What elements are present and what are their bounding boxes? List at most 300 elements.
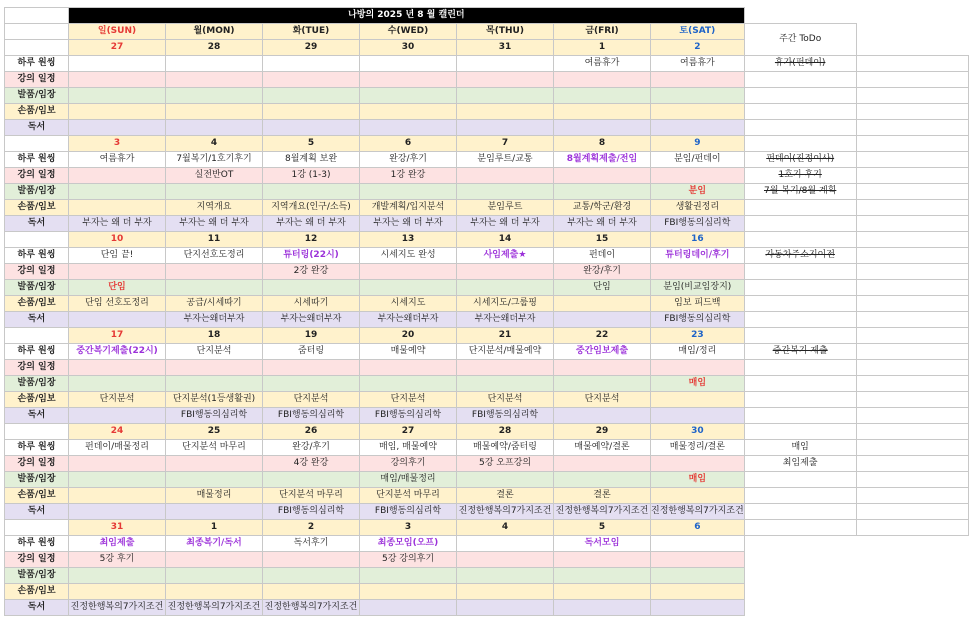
schedule-cell[interactable]: 매물예약/결론: [554, 440, 651, 456]
weekly-todo-item[interactable]: [744, 72, 856, 88]
schedule-cell[interactable]: [651, 168, 745, 184]
schedule-cell[interactable]: 부자는왜더부자: [457, 312, 554, 328]
schedule-cell[interactable]: [166, 104, 263, 120]
date-cell[interactable]: 30: [360, 40, 457, 56]
weekly-todo-extra[interactable]: [856, 120, 968, 136]
date-cell[interactable]: 16: [651, 232, 745, 248]
date-cell[interactable]: 14: [457, 232, 554, 248]
weekly-todo-item[interactable]: [744, 104, 856, 120]
date-cell[interactable]: 2: [263, 520, 360, 536]
schedule-cell[interactable]: 부자는 왜 더 부자: [554, 216, 651, 232]
weekly-todo-extra[interactable]: [856, 200, 968, 216]
schedule-cell[interactable]: [69, 72, 166, 88]
schedule-cell[interactable]: FBI행동의심리학: [263, 408, 360, 424]
schedule-cell[interactable]: [69, 88, 166, 104]
schedule-cell[interactable]: [457, 552, 554, 568]
schedule-cell[interactable]: [554, 72, 651, 88]
schedule-cell[interactable]: 5강 오프강의: [457, 456, 554, 472]
schedule-cell[interactable]: [554, 456, 651, 472]
schedule-cell[interactable]: 독서후기: [263, 536, 360, 552]
weekly-todo-extra[interactable]: [856, 168, 968, 184]
date-cell[interactable]: 31: [69, 520, 166, 536]
schedule-cell[interactable]: 단지분석 마무리: [263, 488, 360, 504]
schedule-cell[interactable]: [651, 392, 745, 408]
weekly-todo-item[interactable]: [744, 376, 856, 392]
weekly-todo-extra[interactable]: [856, 280, 968, 296]
schedule-cell[interactable]: [166, 552, 263, 568]
schedule-cell[interactable]: 개발계획/입지분석: [360, 200, 457, 216]
date-cell[interactable]: 1: [554, 40, 651, 56]
weekly-todo-extra[interactable]: [856, 360, 968, 376]
schedule-cell[interactable]: 부자는왜더부자: [263, 312, 360, 328]
date-cell[interactable]: 4: [166, 136, 263, 152]
schedule-cell[interactable]: 줌터링: [263, 344, 360, 360]
schedule-cell[interactable]: 5강 후기: [69, 552, 166, 568]
schedule-cell[interactable]: [69, 56, 166, 72]
schedule-cell[interactable]: 단지분석/매물예약: [457, 344, 554, 360]
schedule-cell[interactable]: FBI행동의심리학: [651, 312, 745, 328]
schedule-cell[interactable]: [166, 264, 263, 280]
schedule-cell[interactable]: [166, 584, 263, 600]
date-cell[interactable]: 5: [263, 136, 360, 152]
schedule-cell[interactable]: 1강 완강: [360, 168, 457, 184]
schedule-cell[interactable]: [457, 120, 554, 136]
weekly-todo-item[interactable]: [744, 216, 856, 232]
schedule-cell[interactable]: [457, 584, 554, 600]
schedule-cell[interactable]: [457, 472, 554, 488]
schedule-cell[interactable]: 매물예약: [360, 344, 457, 360]
schedule-cell[interactable]: 임보 피드백: [651, 296, 745, 312]
schedule-cell[interactable]: [263, 72, 360, 88]
weekly-todo-item[interactable]: [744, 120, 856, 136]
date-cell[interactable]: 29: [554, 424, 651, 440]
weekly-todo-item[interactable]: [744, 200, 856, 216]
schedule-cell[interactable]: [554, 296, 651, 312]
schedule-cell[interactable]: 단지분석: [263, 392, 360, 408]
date-cell[interactable]: 9: [651, 136, 745, 152]
schedule-cell[interactable]: [457, 536, 554, 552]
schedule-cell[interactable]: [263, 472, 360, 488]
schedule-cell[interactable]: [554, 600, 651, 616]
date-cell[interactable]: 27: [69, 40, 166, 56]
schedule-cell[interactable]: [457, 360, 554, 376]
schedule-cell[interactable]: [263, 56, 360, 72]
schedule-cell[interactable]: 중간복기제출(22시): [69, 344, 166, 360]
schedule-cell[interactable]: [69, 264, 166, 280]
schedule-cell[interactable]: 사임제출★: [457, 248, 554, 264]
schedule-cell[interactable]: 튜터링(22시): [263, 248, 360, 264]
schedule-cell[interactable]: [651, 264, 745, 280]
schedule-cell[interactable]: [263, 88, 360, 104]
schedule-cell[interactable]: 진정한행복의7가지조건: [69, 600, 166, 616]
schedule-cell[interactable]: 단지분석: [457, 392, 554, 408]
schedule-cell[interactable]: 단지분석: [166, 344, 263, 360]
weekly-todo-extra[interactable]: [856, 392, 968, 408]
schedule-cell[interactable]: [69, 568, 166, 584]
schedule-cell[interactable]: 단지분석 마무리: [360, 488, 457, 504]
schedule-cell[interactable]: [554, 408, 651, 424]
schedule-cell[interactable]: [554, 360, 651, 376]
schedule-cell[interactable]: 진정한행복의7가지조건: [166, 600, 263, 616]
schedule-cell[interactable]: [360, 600, 457, 616]
weekly-todo-extra[interactable]: [856, 408, 968, 424]
date-cell[interactable]: 29: [263, 40, 360, 56]
schedule-cell[interactable]: 펀데이/매물정리: [69, 440, 166, 456]
schedule-cell[interactable]: 단지분석 마무리: [166, 440, 263, 456]
schedule-cell[interactable]: [651, 488, 745, 504]
schedule-cell[interactable]: [457, 184, 554, 200]
weekly-todo-item[interactable]: [744, 504, 856, 520]
schedule-cell[interactable]: 진정한행복의7가지조건: [263, 600, 360, 616]
schedule-cell[interactable]: 시세지도: [360, 296, 457, 312]
schedule-cell[interactable]: 강의후기: [360, 456, 457, 472]
schedule-cell[interactable]: [457, 168, 554, 184]
schedule-cell[interactable]: 단지분석: [360, 392, 457, 408]
weekly-todo-item[interactable]: 매임: [744, 440, 856, 456]
schedule-cell[interactable]: 부자는왜더부자: [166, 312, 263, 328]
date-cell[interactable]: 6: [360, 136, 457, 152]
schedule-cell[interactable]: [651, 120, 745, 136]
schedule-cell[interactable]: [360, 104, 457, 120]
schedule-cell[interactable]: [554, 552, 651, 568]
schedule-cell[interactable]: [554, 312, 651, 328]
date-cell[interactable]: 3: [69, 136, 166, 152]
schedule-cell[interactable]: 완강/후기: [263, 440, 360, 456]
schedule-cell[interactable]: 단지분석: [69, 392, 166, 408]
schedule-cell[interactable]: [263, 376, 360, 392]
schedule-cell[interactable]: 튜터링데이/후기: [651, 248, 745, 264]
schedule-cell[interactable]: FBI행동의심리학: [651, 216, 745, 232]
date-cell[interactable]: 26: [263, 424, 360, 440]
schedule-cell[interactable]: 독서모임: [554, 536, 651, 552]
weekly-todo-item[interactable]: 중간복기 제출: [744, 344, 856, 360]
schedule-cell[interactable]: [651, 584, 745, 600]
schedule-cell[interactable]: 부자는 왜 더 부자: [360, 216, 457, 232]
weekly-todo-extra[interactable]: [856, 72, 968, 88]
schedule-cell[interactable]: [166, 280, 263, 296]
schedule-cell[interactable]: [457, 56, 554, 72]
schedule-cell[interactable]: 부자는왜더부자: [360, 312, 457, 328]
date-cell[interactable]: 10: [69, 232, 166, 248]
date-cell[interactable]: 21: [457, 328, 554, 344]
schedule-cell[interactable]: 완강/후기: [554, 264, 651, 280]
schedule-cell[interactable]: 완강/후기: [360, 152, 457, 168]
schedule-cell[interactable]: 단지분석(1등생활권): [166, 392, 263, 408]
schedule-cell[interactable]: [166, 120, 263, 136]
schedule-cell[interactable]: [166, 360, 263, 376]
schedule-cell[interactable]: 매물예약/줌터링: [457, 440, 554, 456]
schedule-cell[interactable]: 1강 (1-3): [263, 168, 360, 184]
schedule-cell[interactable]: [69, 104, 166, 120]
schedule-cell[interactable]: [554, 168, 651, 184]
schedule-cell[interactable]: 7월복기/1호기후기: [166, 152, 263, 168]
schedule-cell[interactable]: [554, 120, 651, 136]
schedule-cell[interactable]: 진정한행복의7가지조건: [651, 504, 745, 520]
schedule-cell[interactable]: 시세지도/그룹핑: [457, 296, 554, 312]
weekly-todo-extra[interactable]: [856, 504, 968, 520]
weekly-todo-extra[interactable]: [856, 376, 968, 392]
schedule-cell[interactable]: [651, 104, 745, 120]
weekly-todo-item[interactable]: [744, 280, 856, 296]
schedule-cell[interactable]: [166, 376, 263, 392]
schedule-cell[interactable]: [360, 376, 457, 392]
weekly-todo-item[interactable]: 자동차주소지이전: [744, 248, 856, 264]
date-cell[interactable]: 3: [360, 520, 457, 536]
schedule-cell[interactable]: [166, 504, 263, 520]
date-cell[interactable]: 22: [554, 328, 651, 344]
schedule-cell[interactable]: [69, 376, 166, 392]
weekly-todo-item[interactable]: 휴가(펀데이): [744, 56, 856, 72]
date-cell[interactable]: 30: [651, 424, 745, 440]
schedule-cell[interactable]: [360, 280, 457, 296]
schedule-cell[interactable]: FBI행동의심리학: [360, 408, 457, 424]
schedule-cell[interactable]: [554, 104, 651, 120]
date-cell[interactable]: 7: [457, 136, 554, 152]
date-cell[interactable]: 12: [263, 232, 360, 248]
schedule-cell[interactable]: [69, 408, 166, 424]
date-cell[interactable]: 11: [166, 232, 263, 248]
schedule-cell[interactable]: [651, 408, 745, 424]
schedule-cell[interactable]: [69, 472, 166, 488]
schedule-cell[interactable]: 부자는 왜 더 부자: [263, 216, 360, 232]
schedule-cell[interactable]: 매물정리/결론: [651, 440, 745, 456]
schedule-cell[interactable]: [360, 56, 457, 72]
schedule-cell[interactable]: [69, 456, 166, 472]
schedule-cell[interactable]: 단임 선호도정리: [69, 296, 166, 312]
schedule-cell[interactable]: [263, 584, 360, 600]
schedule-cell[interactable]: 분임: [651, 184, 745, 200]
schedule-cell[interactable]: 지역개요(인구/소득): [263, 200, 360, 216]
date-cell[interactable]: 19: [263, 328, 360, 344]
weekly-todo-item[interactable]: [744, 392, 856, 408]
schedule-cell[interactable]: [360, 360, 457, 376]
date-cell[interactable]: 27: [360, 424, 457, 440]
schedule-cell[interactable]: [69, 168, 166, 184]
schedule-cell[interactable]: [166, 88, 263, 104]
schedule-cell[interactable]: [554, 472, 651, 488]
schedule-cell[interactable]: 분임루트: [457, 200, 554, 216]
weekly-todo-extra[interactable]: [856, 88, 968, 104]
schedule-cell[interactable]: 분임루트/교통: [457, 152, 554, 168]
weekly-todo-item[interactable]: 7월 복기/8월 계획: [744, 184, 856, 200]
date-cell[interactable]: 20: [360, 328, 457, 344]
weekly-todo-extra[interactable]: [856, 344, 968, 360]
schedule-cell[interactable]: [166, 72, 263, 88]
schedule-cell[interactable]: 최종모임(오프): [360, 536, 457, 552]
weekly-todo-extra[interactable]: [856, 456, 968, 472]
schedule-cell[interactable]: 부자는 왜 더 부자: [166, 216, 263, 232]
schedule-cell[interactable]: 부자는 왜 더 부자: [69, 216, 166, 232]
weekly-todo-item[interactable]: [744, 472, 856, 488]
date-cell[interactable]: 17: [69, 328, 166, 344]
schedule-cell[interactable]: [360, 120, 457, 136]
weekly-todo-item[interactable]: 1호기 후기: [744, 168, 856, 184]
weekly-todo-item[interactable]: [744, 488, 856, 504]
date-cell[interactable]: 31: [457, 40, 554, 56]
schedule-cell[interactable]: FBI행동의심리학: [457, 408, 554, 424]
schedule-cell[interactable]: [69, 584, 166, 600]
schedule-cell[interactable]: [554, 584, 651, 600]
date-cell[interactable]: 25: [166, 424, 263, 440]
schedule-cell[interactable]: 펀데이: [554, 248, 651, 264]
schedule-cell[interactable]: [69, 184, 166, 200]
weekly-todo-item[interactable]: [744, 408, 856, 424]
schedule-cell[interactable]: 매임/정리: [651, 344, 745, 360]
schedule-cell[interactable]: 중간임보제출: [554, 344, 651, 360]
schedule-cell[interactable]: [360, 72, 457, 88]
date-cell[interactable]: 15: [554, 232, 651, 248]
schedule-cell[interactable]: [360, 184, 457, 200]
date-cell[interactable]: 24: [69, 424, 166, 440]
schedule-cell[interactable]: [457, 104, 554, 120]
schedule-cell[interactable]: [360, 584, 457, 600]
schedule-cell[interactable]: [457, 280, 554, 296]
date-cell[interactable]: 1: [166, 520, 263, 536]
schedule-cell[interactable]: [263, 184, 360, 200]
date-cell[interactable]: 23: [651, 328, 745, 344]
weekly-todo-extra[interactable]: [856, 488, 968, 504]
weekly-todo-extra[interactable]: [856, 440, 968, 456]
schedule-cell[interactable]: [166, 568, 263, 584]
schedule-cell[interactable]: [166, 472, 263, 488]
schedule-cell[interactable]: 지역개요: [166, 200, 263, 216]
schedule-cell[interactable]: [360, 88, 457, 104]
date-cell[interactable]: 28: [457, 424, 554, 440]
schedule-cell[interactable]: FBI행동의심리학: [166, 408, 263, 424]
schedule-cell[interactable]: [651, 536, 745, 552]
weekly-todo-extra[interactable]: [856, 248, 968, 264]
schedule-cell[interactable]: 5강 강의후기: [360, 552, 457, 568]
schedule-cell[interactable]: 여름휴가: [554, 56, 651, 72]
weekly-todo-extra[interactable]: [856, 312, 968, 328]
date-cell[interactable]: 18: [166, 328, 263, 344]
schedule-cell[interactable]: [457, 568, 554, 584]
weekly-todo-extra[interactable]: [856, 104, 968, 120]
schedule-cell[interactable]: [360, 264, 457, 280]
weekly-todo-extra[interactable]: [856, 264, 968, 280]
weekly-todo-extra[interactable]: [856, 152, 968, 168]
date-cell[interactable]: 5: [554, 520, 651, 536]
schedule-cell[interactable]: [263, 280, 360, 296]
schedule-cell[interactable]: 결론: [554, 488, 651, 504]
schedule-cell[interactable]: [263, 552, 360, 568]
schedule-cell[interactable]: [651, 568, 745, 584]
schedule-cell[interactable]: [457, 264, 554, 280]
weekly-todo-item[interactable]: [744, 264, 856, 280]
schedule-cell[interactable]: 분임/펀데이: [651, 152, 745, 168]
schedule-cell[interactable]: FBI행동의심리학: [263, 504, 360, 520]
date-cell[interactable]: 2: [651, 40, 745, 56]
schedule-cell[interactable]: [166, 184, 263, 200]
weekly-todo-extra[interactable]: [856, 184, 968, 200]
schedule-cell[interactable]: [263, 360, 360, 376]
schedule-cell[interactable]: FBI행동의심리학: [360, 504, 457, 520]
weekly-todo-item[interactable]: [744, 296, 856, 312]
schedule-cell[interactable]: 시세따기: [263, 296, 360, 312]
schedule-cell[interactable]: [457, 72, 554, 88]
weekly-todo-extra[interactable]: [856, 56, 968, 72]
schedule-cell[interactable]: [263, 120, 360, 136]
weekly-todo-extra[interactable]: [856, 472, 968, 488]
schedule-cell[interactable]: [554, 376, 651, 392]
schedule-cell[interactable]: 매물정리: [166, 488, 263, 504]
schedule-cell[interactable]: [263, 104, 360, 120]
schedule-cell[interactable]: [554, 568, 651, 584]
schedule-cell[interactable]: [166, 56, 263, 72]
schedule-cell[interactable]: [360, 568, 457, 584]
schedule-cell[interactable]: [651, 360, 745, 376]
schedule-cell[interactable]: 분임(비교임장지): [651, 280, 745, 296]
schedule-cell[interactable]: 공급/시세따기: [166, 296, 263, 312]
schedule-cell[interactable]: 8월계획 보완: [263, 152, 360, 168]
schedule-cell[interactable]: 시세지도 완성: [360, 248, 457, 264]
schedule-cell[interactable]: 2강 완강: [263, 264, 360, 280]
schedule-cell[interactable]: 단지선호도정리: [166, 248, 263, 264]
schedule-cell[interactable]: 8월계획제출/전임: [554, 152, 651, 168]
schedule-cell[interactable]: [69, 312, 166, 328]
schedule-cell[interactable]: 생활권정리: [651, 200, 745, 216]
schedule-cell[interactable]: 매임/매물정리: [360, 472, 457, 488]
schedule-cell[interactable]: [69, 488, 166, 504]
schedule-cell[interactable]: [69, 360, 166, 376]
weekly-todo-extra[interactable]: [856, 216, 968, 232]
schedule-cell[interactable]: [651, 600, 745, 616]
schedule-cell[interactable]: [651, 456, 745, 472]
schedule-cell[interactable]: 최종복기/독서: [166, 536, 263, 552]
weekly-todo-extra[interactable]: [856, 296, 968, 312]
date-cell[interactable]: 28: [166, 40, 263, 56]
schedule-cell[interactable]: [263, 568, 360, 584]
schedule-cell[interactable]: 매임, 매물예약: [360, 440, 457, 456]
schedule-cell[interactable]: 단임: [69, 280, 166, 296]
weekly-todo-item[interactable]: [744, 312, 856, 328]
schedule-cell[interactable]: 매임: [651, 376, 745, 392]
schedule-cell[interactable]: [166, 456, 263, 472]
weekly-todo-item[interactable]: [744, 360, 856, 376]
schedule-cell[interactable]: 매임: [651, 472, 745, 488]
schedule-cell[interactable]: 여름휴가: [69, 152, 166, 168]
schedule-cell[interactable]: 진정한행복의7가지조건: [457, 504, 554, 520]
schedule-cell[interactable]: [651, 72, 745, 88]
schedule-cell[interactable]: 최임제출: [69, 536, 166, 552]
schedule-cell[interactable]: 실전반OT: [166, 168, 263, 184]
schedule-cell[interactable]: [69, 504, 166, 520]
schedule-cell[interactable]: 단임: [554, 280, 651, 296]
date-cell[interactable]: 13: [360, 232, 457, 248]
schedule-cell[interactable]: 교통/학군/환경: [554, 200, 651, 216]
schedule-cell[interactable]: 단지분석: [554, 392, 651, 408]
schedule-cell[interactable]: [554, 88, 651, 104]
date-cell[interactable]: 8: [554, 136, 651, 152]
schedule-cell[interactable]: [457, 600, 554, 616]
schedule-cell[interactable]: 결론: [457, 488, 554, 504]
schedule-cell[interactable]: [651, 552, 745, 568]
schedule-cell[interactable]: 부자는 왜 더 부자: [457, 216, 554, 232]
date-cell[interactable]: 4: [457, 520, 554, 536]
schedule-cell[interactable]: [554, 184, 651, 200]
weekly-todo-item[interactable]: 펀데이(진정이사): [744, 152, 856, 168]
schedule-cell[interactable]: [457, 376, 554, 392]
schedule-cell[interactable]: [69, 200, 166, 216]
date-cell[interactable]: 6: [651, 520, 745, 536]
schedule-cell[interactable]: 여름휴가: [651, 56, 745, 72]
schedule-cell[interactable]: 단임 끝!: [69, 248, 166, 264]
schedule-cell[interactable]: [651, 88, 745, 104]
schedule-cell[interactable]: [69, 120, 166, 136]
weekly-todo-item[interactable]: [744, 88, 856, 104]
schedule-cell[interactable]: 진정한행복의7가지조건: [554, 504, 651, 520]
schedule-cell[interactable]: 4강 완강: [263, 456, 360, 472]
